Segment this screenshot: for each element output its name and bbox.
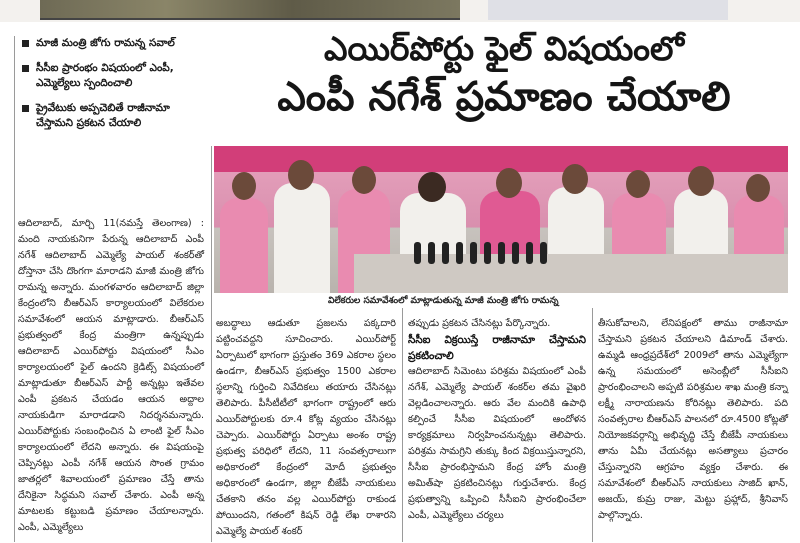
column-rule	[592, 308, 593, 542]
microphone	[484, 242, 491, 264]
microphone	[498, 242, 505, 264]
article-column-4: తీసుకోవాలని, లేనిపక్షంలో తాము రాజీనామా చేస్తామని ప్రకటన చేయాలని డిమాండ్ చేశారు. ఉమ్మడి ఆంధ్రప్రదేశ్‌లో 2009లో తాను ఎమ్మెల్యేగా ఉన్న సమయంలో అసెంబ్లీలో సీసీఐని ప్రారంభించాలని అప్పటి పరిశ్రమల శాఖ మంత్రి కన్నా లక్ష్మీ నారాయణను కోరినట్లు తెలిపారు. పది సంవత్సరాల బీఆర్‌ఎస్ పాలనలో రూ.4500 కోట్లతో నియోజకవర్గాన్ని అభివృద్ధి చేస్తే బీజేపీ నాయకులు తాను ఏమీ చేయనట్లు అసత్యాలు ప్రచారం చేస్తున్నారని ఆగ్రహం వ్యక్తం చేశారు. ఈ సమావేశంలో బీఆర్‌ఎస్ నాయకులు సాజిద్ ఖాన్, అజయ్, కుమ్ర రాజు, మెట్టు ప్రహ్లాద్, శ్రీనివాస్ పాల్గొన్నారు.	[598, 318, 788, 521]
bullet-point: ప్రైవేటుకు అప్పచెబితే రాజీనామా చేస్తామని ప్రకటన చేయాలి	[22, 101, 208, 131]
microphone	[414, 242, 421, 264]
article-column-3	[408, 316, 586, 524]
microphone	[526, 242, 533, 264]
highlight-bullets	[22, 36, 208, 141]
microphone	[456, 242, 463, 264]
column-3-body: ఆదిలాబాద్ సిమెంటు పరిశ్రమ విషయంలో ఎంపీ నగేశ్, ఎమ్మెల్యే పాయల్ శంకర్‌ల తమ వైఖరి వెల్లడించాలన్నారు. ఆరు వేల మందికి ఉపాధి కల్పించే సీసీఐ విషయంలో ఆందోళన కార్యక్రమాలు నిర్వహించనున్నట్లు తెలిపారు. పరిశ్రమ సామగ్రిని తుక్కు కింద విక్రయిస్తున్నారని, సీసీఐ ప్రారంభిస్తామని కేంద్ర హోం మంత్రి అమిత్‌షా ప్రకటించినట్లు గుర్తుచేశారు. కేంద్ర ప్రభుత్వాన్ని ఒప్పించి సీసీఐని ప్రారంభించేలా ఎంపీ, ఎమ్మెల్యేలు చర్యలు	[408, 366, 586, 521]
person-head	[418, 172, 446, 202]
headline	[214, 28, 794, 124]
headline-line-2: ఎంపీ నగేశ్ ప్రమాణం చేయాలి	[277, 74, 731, 120]
person-figure	[274, 183, 330, 293]
headline-line-1: ఎయిర్‌పోర్టు ఫైల్ విషయంలో	[323, 29, 684, 68]
person-head	[288, 160, 314, 190]
microphone	[428, 242, 435, 264]
person-head	[232, 172, 256, 200]
microphone	[512, 242, 519, 264]
microphone	[540, 242, 547, 264]
column-rule	[402, 308, 403, 542]
person-head	[562, 164, 588, 194]
person-head	[626, 170, 650, 198]
bullet-point: సీసీఐ ప్రారంభం విషయంలో ఎంపీ, ఎమ్మెల్యేలు స్పందించాలి	[22, 61, 208, 91]
previous-article-box	[488, 0, 728, 20]
column-3-intro: తప్పుడు ప్రకటన చేసినట్లు పేర్కొన్నారు.	[408, 318, 551, 329]
left-margin-rule	[14, 36, 15, 542]
column-rule	[211, 146, 212, 542]
article-column-2: అబద్ధాలు ఆడుతూ ప్రజలను పక్కదారి పట్టించవద్దని సూచించారు. ఎయిర్‌పోర్ట్ ఏర్పాటులో భాగంగా ప్రస్తుతం 369 ఎకరాల స్థలం ఉండగా, బీఆర్‌ఎస్ ప్రభుత్వం 1500 ఎకరాల స్థలాన్ని గుర్తించి నివేదికలు తయారు చేసినట్లు తెలిపారు. పీసీటీటీలో భాగంగా రాష్ట్రంలో ఆరు ఎయిర్‌పోర్టులకు రూ.4 కోట్ల వ్యయం చేసినట్లు చెప్పారు. ఎయిర్‌పోర్టు ఏర్పాటు అంశం రాష్ట్ర ప్రభుత్వ పరిధిలో లేదని, 11 సంవత్సరాలుగా అధికారంలో కేంద్రంలో మోదీ ప్రభుత్వం అధికారంలో ఉండగా, జిల్లా బీజేపీ నాయకులు చేతకాని తనం వల్ల ఎయిర్‌పోర్టు రాకుండ పోయిందని, గతంలో కిషన్ రెడ్డి లేఖ రాశారని ఎమ్మెల్యే పాయల్ శంకర్	[216, 318, 396, 537]
press-meet-photo	[214, 146, 788, 293]
microphone	[442, 242, 449, 264]
person-figure	[220, 198, 268, 293]
photo-caption: విలేకరుల సమావేశంలో మాట్లాడుతున్న మాజీ మంత్రి జోగు రామన్న	[328, 296, 559, 306]
subheading: సీసీఐ విక్రయిస్తే రాజీనామా చేస్తామని ప్రకటించాలి	[408, 334, 586, 362]
bullet-point: మాజీ మంత్రి జోగు రామన్న సవాల్	[22, 36, 208, 51]
person-head	[746, 174, 770, 202]
article-column-1: ఆదిలాబాద్, మార్చి 11(నమస్తే తెలంగాణ) : మంది నాయకునిగా పేరున్న ఆదిలాబాద్ ఎంపీ నగేశ్ ఆదిలాబాద్ ఎమ్మెల్యే పాయల్ శంకర్‌తో దోస్తానా చేసి దొంగగా మారాడని మాజీ మంత్రి జోగు రామన్న అన్నారు. మంగళవారం ఆదిలాబాద్ జిల్లా కేంద్రంలోని బీఆర్‌ఎస్ కార్యాలయంలో విలేకరుల సమావేశంలో ఆయన మాట్లాడారు. బీఆర్‌ఎస్ ప్రభుత్వంలో కేంద్ర మంత్రిగా ఉన్నప్పుడు ఆదిలాబాద్ ఎయిర్‌పోర్టు విషయంలో సీఎం కార్యాలయంలో ఫైల్ ఉందని క్రెడిట్స్ విషయంలో మాట్లాడుతూ బీఆర్‌ఎస్ పార్టీ అన్నట్లు ఇతేవల ఎంపీ ప్రకటన చేయడం ఆయన అద్దాల నాయకుడిగా మారాడడాని నిదర్శనమన్నారు. ఎయిర్‌పోర్టుకు సంబంధించిన ఏ లాంటి ఫైల్ సీఎం కార్యాలయంలో లేదని అన్నారు. ఈ విషయంపై చెప్పినట్లు ఎంపీ నగేశ్ ఆయన సొంత గ్రామం జాతర్లలో శివాలయంలో ప్రమాణం చేస్తే తాను దేనికైనా సిద్ధమని సవాల్ చేశారు. ఎంపీ అన్న మాటలకు కట్టుబడి ప్రమాణం చేయాలన్నారు. ఎంపీ, ఎమ్మెల్యేలు	[18, 218, 204, 533]
microphone	[470, 242, 477, 264]
previous-article-photo	[40, 0, 460, 20]
person-head	[352, 166, 376, 194]
person-head	[688, 166, 714, 196]
person-head	[496, 168, 522, 198]
